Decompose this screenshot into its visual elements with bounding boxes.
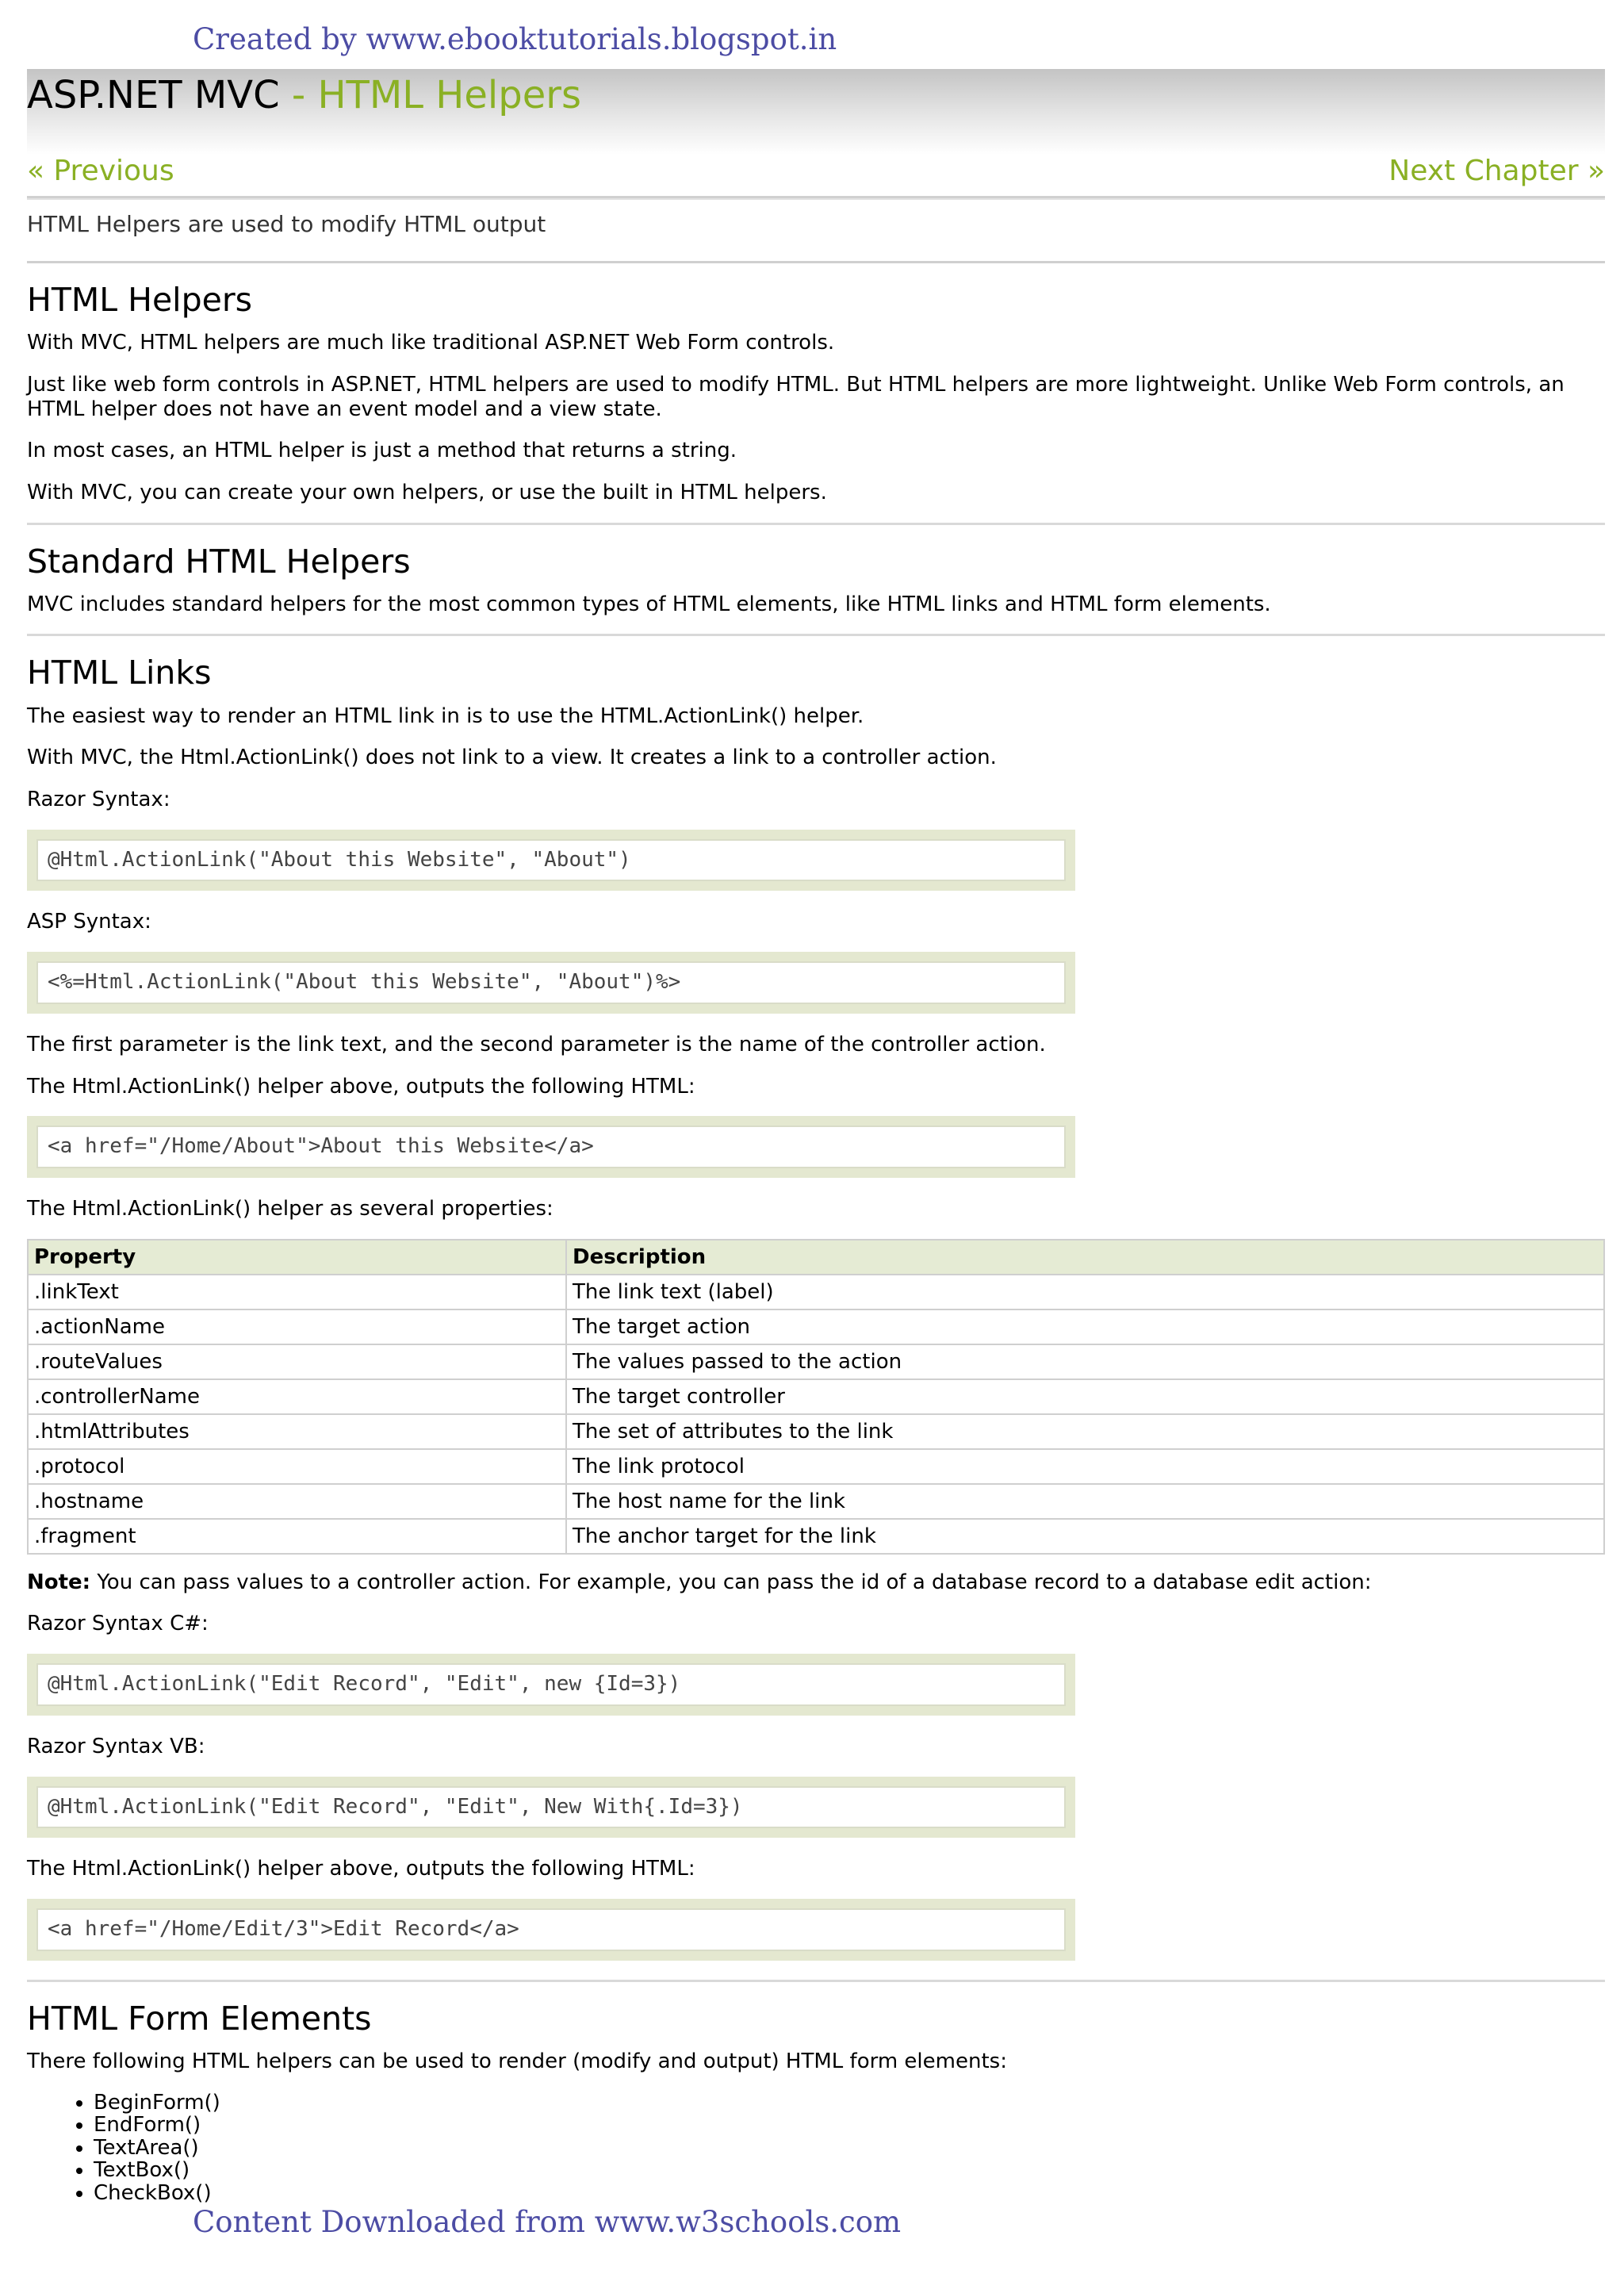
table-row [28,1275,1604,1309]
table-row [28,1519,1604,1554]
heading-form-elements: HTML Form Elements [27,1999,372,2038]
paragraph: In most cases, an HTML helper is just a method that returns a string. [27,439,737,463]
note-label: Note: [27,1570,91,1594]
code-razor-actionlink: @Html.ActionLink("About this Website", "About") [36,839,1066,882]
paragraph: The Html.ActionLink() helper above, outputs the following HTML: [27,1857,695,1881]
code-razor-csharp: @Html.ActionLink("Edit Record", "Edit", new {Id=3}) [36,1663,1066,1706]
table-cell: .routeValues [28,1344,566,1379]
paragraph: Just like web form controls in ASP.NET, HTML helpers are used to modify HTML. But HTML helpers are more lightweight. Unlike Web Form controls, an HTML helper does not have an event model and a view state. [27,372,1565,421]
paragraph: The Html.ActionLink() helper as several properties: [27,1197,553,1221]
paragraph: With MVC, you can create your own helpers, or use the built in HTML helpers. [27,480,827,504]
code-label: ASP Syntax: [27,910,151,934]
paragraph: The easiest way to render an HTML link in is to use the HTML.ActionLink() helper. [27,704,864,728]
table-cell: .htmlAttributes [28,1414,566,1449]
table-header-description: Description [566,1240,1604,1275]
table-cell: .protocol [28,1449,566,1484]
paragraph: There following HTML helpers can be used to render (modify and output) HTML form elements: [27,2049,1007,2073]
code-asp-actionlink: <%=Html.ActionLink("About this Website", "About")%> [36,961,1066,1004]
paragraph: The Html.ActionLink() helper above, outputs the following HTML: [27,1074,695,1099]
heading-html-links: HTML Links [27,654,212,692]
divider [27,523,1605,525]
code-example-box [27,952,1075,1014]
table-cell: .controllerName [28,1379,566,1414]
table-row [28,1379,1604,1414]
table-row [28,1449,1604,1484]
divider [27,1980,1605,1982]
code-label: Razor Syntax VB: [27,1734,205,1758]
heading-html-helpers: HTML Helpers [27,281,253,320]
table-cell: .linkText [28,1275,566,1309]
code-example-box [27,1116,1075,1178]
page-content [27,69,1605,2205]
note-text: You can pass values to a controller action. For example, you can pass the id of a database record to a database edit action: [90,1570,1372,1594]
page-title-main: ASP.NET MVC [27,73,280,117]
title-bar [27,69,1605,155]
code-output-html-edit: <a href="/Home/Edit/3">Edit Record</a> [36,1908,1066,1951]
page-title [27,73,581,119]
table-cell: The target action [566,1309,1604,1344]
code-label: Razor Syntax: [27,787,170,811]
table-cell: The target controller [566,1379,1604,1414]
paragraph: With MVC, the Html.ActionLink() does not link to a view. It creates a link to a controller action. [27,746,997,770]
next-chapter-link[interactable]: Next Chapter » [1388,155,1605,187]
table-row [28,1309,1604,1344]
table-cell: The anchor target for the link [566,1519,1604,1554]
list-item: • BeginForm() [94,2092,1605,2115]
code-example-box [27,1777,1075,1839]
table-cell: .hostname [28,1484,566,1519]
table-header-row [28,1240,1604,1275]
code-razor-vb: @Html.ActionLink("Edit Record", "Edit", New With{.Id=3}) [36,1786,1066,1829]
table-row [28,1414,1604,1449]
paragraph: The first parameter is the link text, and the second parameter is the name of the controller action. [27,1032,1046,1056]
intro-text: HTML Helpers are used to modify HTML output [27,198,1605,263]
code-example-box [27,830,1075,892]
watermark-top: Created by www.ebooktutorials.blogspot.in [193,22,837,56]
code-example-box [27,1899,1075,1961]
paragraph: MVC includes standard helpers for the most common types of HTML elements, like HTML links and HTML form elements. [27,592,1271,616]
paragraph: With MVC, HTML helpers are much like traditional ASP.NET Web Form controls. [27,331,835,355]
page-title-sub: - HTML Helpers [279,73,581,117]
heading-standard-helpers: Standard HTML Helpers [27,542,411,581]
list-item: • CheckBox() [94,2182,1605,2205]
divider [27,634,1605,636]
table-cell: The host name for the link [566,1484,1604,1519]
watermark-bottom: Content Downloaded from www.w3schools.com [193,2205,902,2239]
table-cell: The values passed to the action [566,1344,1604,1379]
table-cell: .actionName [28,1309,566,1344]
note-paragraph [27,1570,1605,1595]
table-header-property: Property [28,1240,566,1275]
table-cell: The set of attributes to the link [566,1414,1604,1449]
list-item: • TextArea() [94,2137,1605,2160]
properties-table [27,1239,1605,1555]
table-cell: .fragment [28,1519,566,1554]
previous-link[interactable]: « Previous [27,155,174,187]
list-item: • TextBox() [94,2159,1605,2182]
form-helpers-list [27,2092,1605,2205]
list-item: • EndForm() [94,2114,1605,2137]
table-row [28,1344,1604,1379]
table-cell: The link protocol [566,1449,1604,1484]
chapter-nav [27,155,1605,198]
table-cell: The link text (label) [566,1275,1604,1309]
code-output-html: <a href="/Home/About">About this Website</a> [36,1125,1066,1168]
code-example-box [27,1654,1075,1716]
code-label: Razor Syntax C#: [27,1612,209,1636]
table-row [28,1484,1604,1519]
